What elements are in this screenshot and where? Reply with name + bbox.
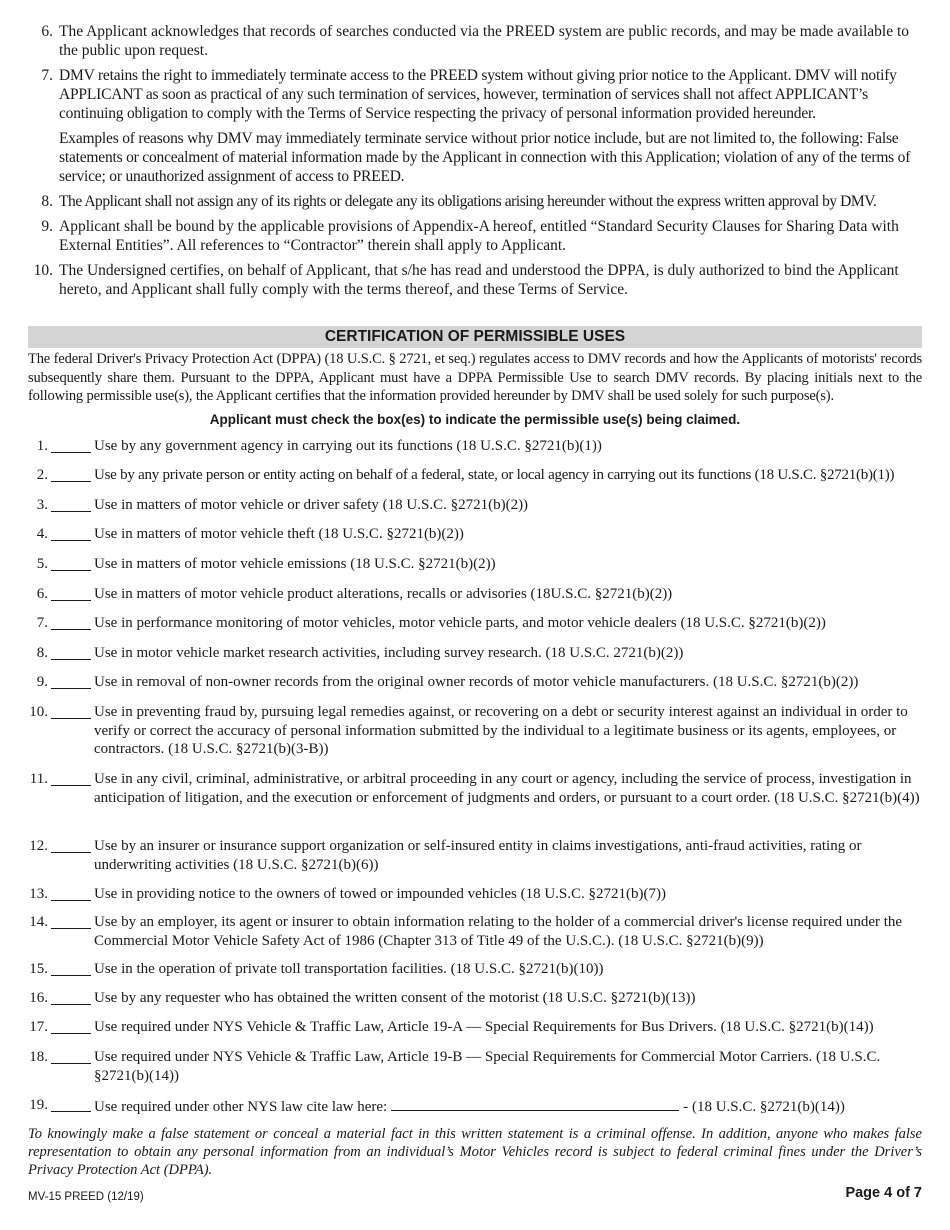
use-number: 1. xyxy=(36,438,48,454)
initials-blank[interactable] xyxy=(51,525,91,541)
certification-intro: The federal Driver's Privacy Protection Act (DPPA) (18 U.S.C. § 2721, et seq.) regulates access to DMV records and how the Applicants of motorists' records subsequently share them. Pursuant to the DPPA, Applicant must have a DPPA Permissible Use to search DMV records. By placing initials next to the following permissible use(s), the Applicant certifies that the information provided hereunder by DMV shall be used solely for such purpose(s). xyxy=(28,351,922,404)
use-number: 6. xyxy=(36,586,48,602)
initials-blank[interactable] xyxy=(51,673,91,689)
initials-blank[interactable] xyxy=(51,585,91,601)
term-item xyxy=(28,66,926,186)
term-item xyxy=(28,192,926,211)
initials-blank[interactable] xyxy=(51,837,91,853)
use-number: 15. xyxy=(29,961,48,977)
use-number: 3. xyxy=(36,497,48,513)
initials-blank[interactable] xyxy=(51,913,91,929)
use-item xyxy=(28,644,924,663)
term-number: 9. xyxy=(41,218,53,235)
use-text: Use required under other NYS law cite law here: xyxy=(94,1099,388,1115)
use-item xyxy=(28,913,924,950)
use-item xyxy=(28,555,924,574)
initials-blank[interactable] xyxy=(51,703,91,719)
use-number: 12. xyxy=(29,838,48,854)
use-number: 9. xyxy=(36,674,48,690)
use-text: Use by an insurer or insurance support organization or self-insured entity in claims investigations, anti-fraud activities, rating or underwriting activities (18 U.S.C. §2721(b)(6)) xyxy=(94,838,862,873)
use-number: 8. xyxy=(36,645,48,661)
use-number: 16. xyxy=(29,990,48,1006)
use-number: 4. xyxy=(36,526,48,542)
use-number: 10. xyxy=(29,704,48,720)
law-citation-field[interactable] xyxy=(391,1096,679,1111)
use-text: Use by any private person or entity acting on behalf of a federal, state, or local agency in carrying out its functions (18 U.S.C. §2721(b)(1)) xyxy=(94,467,895,483)
initials-blank[interactable] xyxy=(51,496,91,512)
use-text: Use by an employer, its agent or insurer to obtain information relating to the holder of a commercial driver's license required under the Commercial Motor Vehicle Safety Act of 1986 (Chapter 313 of Title 49 of the U.S.C.). (18 U.S.C. §2721(b)(9)) xyxy=(94,914,903,949)
use-item xyxy=(28,585,924,604)
use-text: Use in any civil, criminal, administrative, or arbitral proceeding in any court or agency, including the service of process, investigation in anticipation of litigation, and the execution or enforcement of judgments and orders, or pursuant to a court order. (18 U.S.C. §2721(b)(4)) xyxy=(94,771,920,806)
initials-blank[interactable] xyxy=(51,989,91,1005)
use-number: 11. xyxy=(29,771,48,787)
false-statement-warning: To knowingly make a false statement or conceal a material fact in this written statement is a criminal offense. In addition, anyone who makes false representation to obtain any personal information from an individual’s Motor Vehicles record is subject to federal criminal fines under the Driver’s Privacy Protection Act (DPPA). xyxy=(28,1126,922,1178)
term-item xyxy=(28,261,926,299)
page-number: Page 4 of 7 xyxy=(845,1185,922,1201)
term-text: DMV retains the right to immediately terminate access to the PREED system without giving prior notice to the Applicant. DMV will notify APPLICANT as soon as practical of any such termination of services, however, termination of services shall not affect APPLICANT’s continuing obligation to comply with the Terms of Service respecting the privacy of personal information provided hereunder. xyxy=(59,67,897,122)
initials-blank[interactable] xyxy=(51,614,91,630)
initials-blank[interactable] xyxy=(51,437,91,453)
use-text: Use required under NYS Vehicle & Traffic Law, Article 19-B — Special Requirements for Commercial Motor Carriers. (18 U.S.C. §2721(b)(14)) xyxy=(94,1049,881,1084)
term-text: Applicant shall be bound by the applicable provisions of Appendix-A hereof, entitled “Standard Security Clauses for Sharing Data with External Entities”. All references to “Contractor” therein shall apply to Applicant. xyxy=(59,218,899,254)
use-text: Use in providing notice to the owners of towed or impounded vehicles (18 U.S.C. §2721(b)(7)) xyxy=(94,886,666,902)
use-item xyxy=(28,960,924,979)
initials-blank[interactable] xyxy=(51,555,91,571)
certification-heading: CERTIFICATION OF PERMISSIBLE USES xyxy=(28,326,922,348)
term-number: 7. xyxy=(41,67,53,84)
term-text: The Undersigned certifies, on behalf of Applicant, that s/he has read and understood the DPPA, is duly authorized to bind the Applicant hereto, and Applicant shall fully comply with the terms thereof, and these Terms of Service. xyxy=(59,262,899,298)
term-number: 8. xyxy=(41,193,53,210)
initials-blank[interactable] xyxy=(51,770,91,786)
initials-blank[interactable] xyxy=(51,1048,91,1064)
use-text: Use by any requester who has obtained the written consent of the motorist (18 U.S.C. §2721(b)(13)) xyxy=(94,990,696,1006)
use-text: Use in removal of non-owner records from the original owner records of motor vehicle manufacturers. (18 U.S.C. §2721(b)(2)) xyxy=(94,674,859,690)
form-id: MV-15 PREED (12/19) xyxy=(28,1191,144,1203)
use-text: Use in matters of motor vehicle emissions (18 U.S.C. §2721(b)(2)) xyxy=(94,556,496,572)
use-item xyxy=(28,496,924,515)
initials-blank[interactable] xyxy=(51,1096,91,1112)
term-number: 10. xyxy=(33,262,53,279)
use-item xyxy=(28,437,924,456)
certification-instruction: Applicant must check the box(es) to indicate the permissible use(s) being claimed. xyxy=(209,412,741,427)
term-number: 6. xyxy=(41,23,53,40)
use-number: 7. xyxy=(36,615,48,631)
use-text: Use by any government agency in carrying out its functions (18 U.S.C. §2721(b)(1)) xyxy=(94,438,602,454)
use-item xyxy=(28,1018,924,1037)
use-item xyxy=(28,525,924,544)
use-item xyxy=(28,1096,924,1117)
term-item xyxy=(28,217,926,255)
use-item xyxy=(28,614,924,633)
term-text: The Applicant shall not assign any of its rights or delegate any its obligations arising hereunder without the express written approval by DMV. xyxy=(59,193,877,210)
use-text: Use in matters of motor vehicle or driver safety (18 U.S.C. §2721(b)(2)) xyxy=(94,497,529,513)
use-number: 19. xyxy=(29,1097,48,1113)
initials-blank[interactable] xyxy=(51,885,91,901)
use-item xyxy=(28,837,924,874)
initials-blank[interactable] xyxy=(51,1018,91,1034)
term-text: The Applicant acknowledges that records of searches conducted via the PREED system are public records, and may be made available to the public upon request. xyxy=(59,23,910,59)
use-item xyxy=(28,1048,924,1085)
use-item xyxy=(28,989,924,1008)
term-item xyxy=(28,22,926,60)
use-text: Use in matters of motor vehicle theft (18 U.S.C. §2721(b)(2)) xyxy=(94,526,464,542)
use-number: 13. xyxy=(29,886,48,902)
initials-blank[interactable] xyxy=(51,466,91,482)
use-item xyxy=(28,703,924,759)
term-text: Examples of reasons why DMV may immediately terminate service without prior notice include, but are not limited to, the following: False statements or concealment of material information made by the Applicant in connection with this Application; violation of any of the terms of service; or unauthorized assignment of access to PREED. xyxy=(59,130,911,185)
use-text: Use in preventing fraud by, pursuing legal remedies against, or recovering on a debt or security interest against an individual in order to verify or correct the accuracy of personal information submitted by the individual to a legitimate business or its agents, employees, or contractors. (18 U.S.C. §2721(b)(3-B)) xyxy=(94,704,908,757)
use-item xyxy=(28,770,924,807)
use-number: 2. xyxy=(36,467,48,483)
use-text: Use in matters of motor vehicle product alterations, recalls or advisories (18U.S.C. §2721(b)(2)) xyxy=(94,586,673,602)
use-item xyxy=(28,466,924,485)
use-text-suffix: - (18 U.S.C. §2721(b)(14)) xyxy=(683,1099,845,1115)
initials-blank[interactable] xyxy=(51,960,91,976)
use-text: Use in performance monitoring of motor vehicles, motor vehicle parts, and motor vehicle dealers (18 U.S.C. §2721(b)(2)) xyxy=(94,615,826,631)
use-number: 5. xyxy=(36,556,48,572)
use-number: 14. xyxy=(29,914,48,930)
terms-list xyxy=(28,22,926,305)
use-text: Use required under NYS Vehicle & Traffic Law, Article 19-A — Special Requirements for Bus Drivers. (18 U.S.C. §2721(b)(14)) xyxy=(94,1019,874,1035)
use-text: Use in the operation of private toll transportation facilities. (18 U.S.C. §2721(b)(10)) xyxy=(94,961,604,977)
use-number: 17. xyxy=(29,1019,48,1035)
use-number: 18. xyxy=(29,1049,48,1065)
use-item xyxy=(28,885,924,904)
use-item xyxy=(28,673,924,692)
use-text: Use in motor vehicle market research activities, including survey research. (18 U.S.C. 2721(b)(2)) xyxy=(94,645,684,661)
initials-blank[interactable] xyxy=(51,644,91,660)
